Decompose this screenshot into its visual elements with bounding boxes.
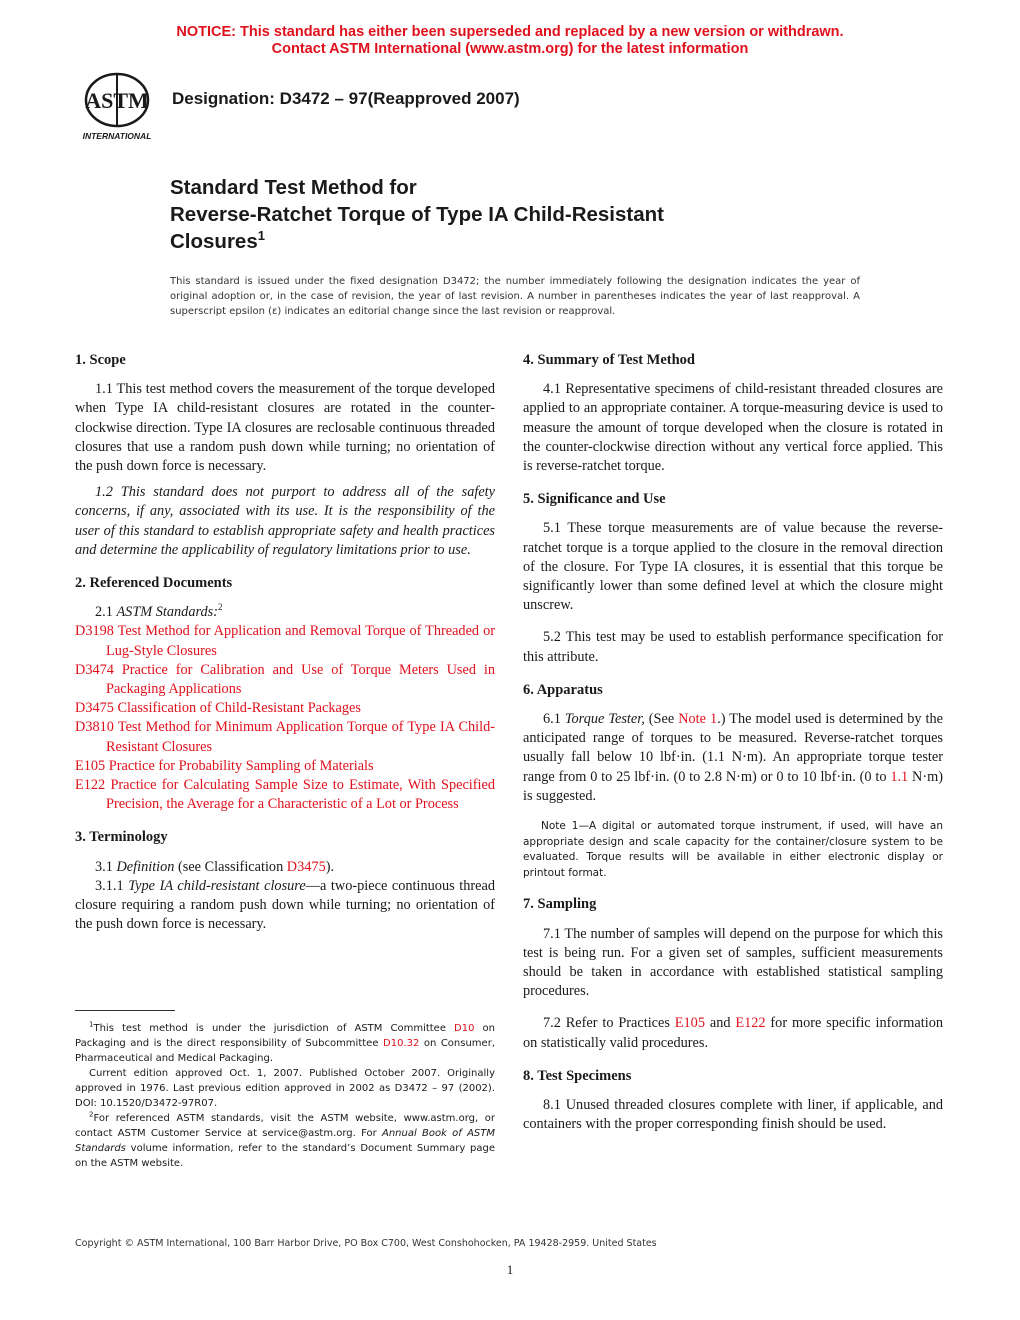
paragraph-number: 2.1: [95, 604, 113, 621]
paragraph-5-1: 5.1 These torque measurements are of value because the reverse-ratchet torque is a torque applied to the closure in the removal direction of the closure. For Type IA closures, it is essential that this torque be significantly lower than some defined level at which the closure might unscrew.: [523, 520, 943, 614]
text: N·m) is suggested.: [523, 768, 944, 804]
footnotes: [75, 1021, 495, 1171]
paragraph-7-2: [523, 1014, 943, 1052]
paragraph-3-1-1: [75, 877, 495, 935]
issuance-statement: This standard is issued under the fixed designation D3472; the number immediately following the designation indicates the year of original adoption or, in the case of revision, the year of last revision. A number in parentheses indicates the year of last reapproval. A superscript epsilon (ε) indicates an editorial change since the last revision or reapproval.: [170, 276, 860, 317]
section-heading: 3. Terminology: [75, 829, 168, 846]
section-heading: 5. Significance and Use: [523, 491, 666, 508]
reference-item[interactable]: [75, 776, 495, 814]
reference-code-link[interactable]: D3474: [75, 661, 114, 678]
paragraph-3-1: [75, 858, 495, 877]
reference-link[interactable]: E122: [735, 1015, 766, 1032]
paragraph-5-2: 5.2 This test may be used to establish performance specification for this attribute.: [523, 629, 943, 665]
footnote-mark: 2: [89, 1110, 94, 1119]
reference-item[interactable]: [75, 622, 495, 660]
term: Torque Tester,: [564, 711, 645, 728]
paragraph-number: 3.1: [95, 858, 113, 875]
text: For referenced ASTM standards, visit the ASTM website, www.astm.org, or contact ASTM Customer Service at service@astm.org. For: [75, 1113, 495, 1139]
footnote-1: [75, 1021, 495, 1066]
term: Definition: [116, 858, 175, 875]
value-link[interactable]: 1.1: [890, 768, 909, 785]
right-column: [523, 351, 943, 1148]
notice-line-2: Contact ASTM International (www.astm.org) for the latest information: [271, 41, 749, 57]
subcommittee-link[interactable]: D10.32: [383, 1038, 420, 1049]
text: on Packaging and is the direct responsibility of Subcommittee: [75, 1023, 495, 1049]
reference-list: [75, 622, 495, 814]
reference-code-link[interactable]: E105: [75, 757, 106, 774]
reference-item[interactable]: [75, 757, 495, 776]
footnote-2: [75, 1111, 495, 1171]
paragraph-2-1: [75, 603, 495, 622]
text: 7.2 Refer to Practices: [543, 1015, 675, 1032]
paragraph-1-1: 1.1 This test method covers the measurement of the torque developed when Type IA child-resistant closures are rotated in the counter-clockwise direction. Type IA closures are reclosable continuous threaded closures that use a random push down while turning; no orientation of the push down force is necessary.: [75, 381, 495, 475]
reference-link[interactable]: E105: [674, 1015, 705, 1032]
paragraph-4-1: 4.1 Representative specimens of child-resistant threaded closures are applied to an appropriate container. A torque-measuring device is used to measure the amount of torque developed when the closure is rotated in the counter-clockwise direction without any vertical force applied. This is reverse-ratchet torque.: [523, 381, 943, 475]
committee-link[interactable]: D10: [454, 1023, 475, 1034]
note-1: Note 1—A digital or automated torque instrument, if used, will have an appropriate design and scale capacity for the container/closure system to be evaluated. Torque results will be available in either electronic display or printout format.: [523, 820, 943, 879]
withdrawal-notice: [0, 24, 1020, 58]
left-column: [75, 351, 495, 948]
section-heading: 7. Sampling: [523, 896, 597, 913]
page-number: 1: [506, 1262, 514, 1277]
reference-title-link[interactable]: Classification of Child-Resistant Packages: [117, 700, 361, 717]
astm-logo-mark: [72, 72, 162, 144]
italic-text: Annual Book of ASTM Standards: [75, 1128, 495, 1154]
paragraph-6-1: [523, 710, 943, 806]
astm-standards-label: ASTM Standards:: [116, 604, 218, 621]
section-heading: 8. Test Specimens: [523, 1067, 632, 1084]
reference-item[interactable]: [75, 699, 495, 718]
text: on Consumer, Pharmaceutical and Medical Packaging.: [75, 1038, 495, 1064]
section-summary: [523, 351, 943, 476]
section-apparatus: [523, 681, 943, 882]
text: volume information, refer to the standard’s Document Summary page on the ASTM website.: [75, 1143, 495, 1169]
paragraph-7-1: 7.1 The number of samples will depend on the purpose for which this test is being run. For a given set of samples, sufficient measurements should be taken in accordance with established statistical sampling procedures.: [523, 925, 943, 1000]
reference-title-link[interactable]: Practice for Calibration and Use of Torque Meters Used in Packaging Applications: [106, 661, 495, 698]
text: (see Classification: [174, 858, 287, 875]
section-heading: 2. Referenced Documents: [75, 575, 233, 592]
text: for more specific information on statistically valid procedures.: [523, 1015, 943, 1051]
title-line-1: Standard Test Method for: [170, 176, 417, 199]
reference-link[interactable]: D3475: [286, 858, 326, 875]
reference-item[interactable]: [75, 718, 495, 756]
footnote-1-edition: Current edition approved Oct. 1, 2007. Published October 2007. Originally approved in 1976. Last previous edition approved in 2002 as D3472 – 97 (2002). DOI: 10.1520/D3472-97R07.: [75, 1068, 495, 1109]
title-line-3: [170, 228, 790, 255]
term: Type IA child-resistant closure: [128, 877, 306, 894]
paragraph-8-1: 8.1 Unused threaded closures complete with liner, if applicable, and containers with the proper corresponding finish should be used.: [523, 1097, 943, 1133]
section-heading: 1. Scope: [75, 352, 126, 368]
logo-subtext: INTERNATIONAL: [82, 131, 152, 141]
section-sampling: [523, 895, 943, 1052]
section-terminology: [75, 828, 495, 934]
paragraph-1-2: 1.2 This standard does not purport to address all of the safety concerns, if any, associated with its use. It is the responsibility of the user of this standard to establish appropriate safety and health practices and determine the applicability of regulatory limitations prior to use.: [75, 484, 495, 558]
footnote-mark: 1: [89, 1020, 94, 1029]
definition-text: —a two-piece continuous thread closure requiring a random push down while turning; no orientation of the push down force is necessary.: [75, 877, 495, 933]
section-heading: 4. Summary of Test Method: [523, 352, 695, 368]
section-referenced-documents: [75, 574, 495, 814]
title-line-2: Reverse-Ratchet Torque of Type IA Child-Resistant: [170, 203, 664, 226]
reference-title-link[interactable]: Test Method for Application and Removal Torque of Threaded or Lug-Style Closures: [106, 623, 495, 659]
text: (See: [644, 711, 679, 728]
text: and: [704, 1015, 736, 1032]
text: This test method is under the jurisdiction of ASTM Committee: [93, 1023, 455, 1034]
reference-title-link[interactable]: Practice for Calculating Sample Size to Estimate, With Specified Precision, the Average for a Characteristic of a Lot or Process: [106, 777, 495, 813]
footnote-rule: [75, 1010, 175, 1011]
section-heading: 6. Apparatus: [523, 681, 603, 698]
footnote-mark: 2: [218, 602, 223, 613]
designation: Designation: D3472 – 97(Reapproved 2007): [172, 89, 520, 108]
note-link[interactable]: Note 1: [678, 711, 718, 728]
logo-letters: ASTM: [85, 88, 149, 113]
reference-code-link[interactable]: D3475: [75, 700, 114, 717]
section-scope: [75, 351, 495, 560]
section-significance: [523, 490, 943, 667]
section-specimens: [523, 1067, 943, 1135]
reference-item[interactable]: [75, 661, 495, 699]
astm-logo: [72, 72, 162, 144]
text: ).: [325, 858, 335, 875]
paragraph-number: 6.1: [543, 711, 561, 728]
copyright: Copyright © ASTM International, 100 Barr Harbor Drive, PO Box C700, West Conshohocken, PA 19428-2959. United States: [75, 1238, 657, 1249]
document-title: [170, 174, 790, 255]
reference-code-link[interactable]: D3810: [75, 719, 114, 736]
reference-title-link[interactable]: Practice for Probability Sampling of Materials: [108, 757, 374, 774]
text: .) The model used is determined by the anticipated range of torques to be measured. Reverse-ratchet torques usually fall below 10 lbf·in. (1.1 N·m). An appropriate torque tester range from 0 to 25 lbf·in. (0 to 2.8 N·m) or 0 to 10 lbf·in. (0 to: [523, 711, 944, 785]
paragraph-number: 3.1.1: [95, 877, 124, 894]
reference-code-link[interactable]: E122: [75, 777, 106, 794]
title-line-3-text: Closures: [170, 230, 258, 253]
title-footnote-mark: 1: [257, 228, 265, 244]
reference-title-link[interactable]: Test Method for Minimum Application Torque of Type IA Child-Resistant Closures: [106, 719, 495, 755]
notice-line-1: NOTICE: This standard has either been superseded and replaced by a new version or withdrawn.: [176, 24, 844, 40]
reference-code-link[interactable]: D3198: [75, 623, 114, 640]
